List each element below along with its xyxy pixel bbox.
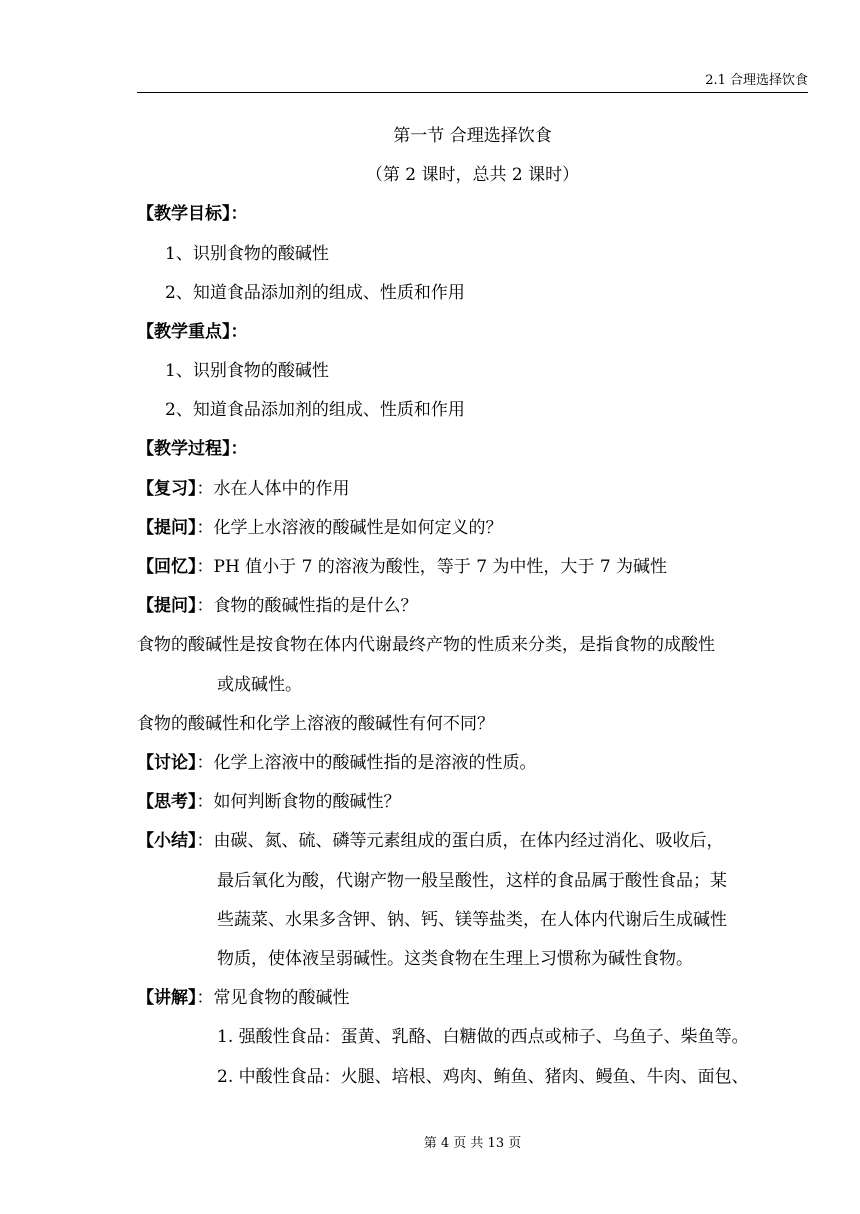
paragraph-line: 食物的酸碱性是按食物在体内代谢最终产物的性质来分类，是指食物的成酸性 <box>137 635 715 655</box>
summary-label: 【小结】 <box>137 831 197 851</box>
objectives-label: 【教学目标】 <box>137 204 231 224</box>
process-heading <box>137 437 248 461</box>
objectives-heading <box>137 202 248 226</box>
question2-text: ：食物的酸碱性指的是什么？ <box>196 596 418 616</box>
key-point-item: 2、知道食品添加剂的组成、性质和作用 <box>165 400 465 420</box>
page-header <box>137 72 808 93</box>
review-text: ：水在人体中的作用 <box>196 479 350 499</box>
discussion-line <box>137 751 537 775</box>
question2-line <box>137 594 418 618</box>
objective-item: 1、识别食物的酸碱性 <box>165 244 329 264</box>
question1-text: ：化学上水溶液的酸碱性是如何定义的？ <box>196 518 503 538</box>
explain-line <box>137 986 350 1010</box>
summary-line: 最后氧化为酸，代谢产物一般呈酸性，这样的食品属于酸性食品；某 <box>217 871 727 891</box>
summary-text: ：由碳、氮、硫、磷等元素组成的蛋白质，在体内经过消化、吸收后， <box>196 831 724 851</box>
process-colon: ： <box>230 439 248 459</box>
summary-line <box>137 829 724 853</box>
lesson-subtitle: （第 2 课时，总共 2 课时） <box>365 165 580 185</box>
question1-label: 【提问】 <box>137 518 197 538</box>
page-footer: 第 4 页 共 13 页 <box>423 1136 522 1151</box>
process-label: 【教学过程】 <box>137 439 231 459</box>
thinking-text: ：如何判断食物的酸碱性？ <box>196 792 401 812</box>
discussion-text: ：化学上溶液中的酸碱性指的是溶液的性质。 <box>196 753 537 773</box>
key-points-label: 【教学重点】 <box>137 322 231 342</box>
key-points-heading <box>137 320 248 344</box>
review-label: 【复习】 <box>137 479 197 499</box>
recall-line <box>137 555 667 579</box>
question1-line <box>137 516 503 540</box>
objective-item: 2、知道食品添加剂的组成、性质和作用 <box>165 283 465 303</box>
discussion-label: 【讨论】 <box>137 753 197 773</box>
key-points-colon: ： <box>230 322 248 342</box>
question2-label: 【提问】 <box>137 596 197 616</box>
explain-item: 2. 中酸性食品：火腿、培根、鸡肉、鲔鱼、猪肉、鳗鱼、牛肉、面包、 <box>217 1067 749 1087</box>
summary-line: 些蔬菜、水果多含钾、钠、钙、镁等盐类，在人体内代谢后生成碱性 <box>217 910 727 930</box>
explain-label: 【讲解】 <box>137 988 197 1008</box>
explain-item: 1. 强酸性食品：蛋黄、乳酪、白糖做的西点或柿子、乌鱼子、柴鱼等。 <box>217 1027 749 1047</box>
thinking-line <box>137 790 401 814</box>
thinking-label: 【思考】 <box>137 792 197 812</box>
explain-text: ：常见食物的酸碱性 <box>196 988 350 1008</box>
summary-line: 物质，使体液呈弱碱性。这类食物在生理上习惯称为碱性食物。 <box>217 949 693 969</box>
review-line <box>137 477 350 501</box>
lesson-title: 第一节 合理选择饮食 <box>393 126 552 146</box>
paragraph-line: 食物的酸碱性和化学上溶液的酸碱性有何不同？ <box>137 714 494 734</box>
objectives-colon: ： <box>230 204 248 224</box>
recall-label: 【回忆】 <box>137 557 197 577</box>
paragraph-line: 或成碱性。 <box>217 675 302 695</box>
key-point-item: 1、识别食物的酸碱性 <box>165 361 329 381</box>
recall-text: ：PH 值小于 7 的溶液为酸性，等于 7 为中性，大于 7 为碱性 <box>196 557 668 577</box>
header-text: 2.1 合理选择饮食 <box>705 73 808 88</box>
